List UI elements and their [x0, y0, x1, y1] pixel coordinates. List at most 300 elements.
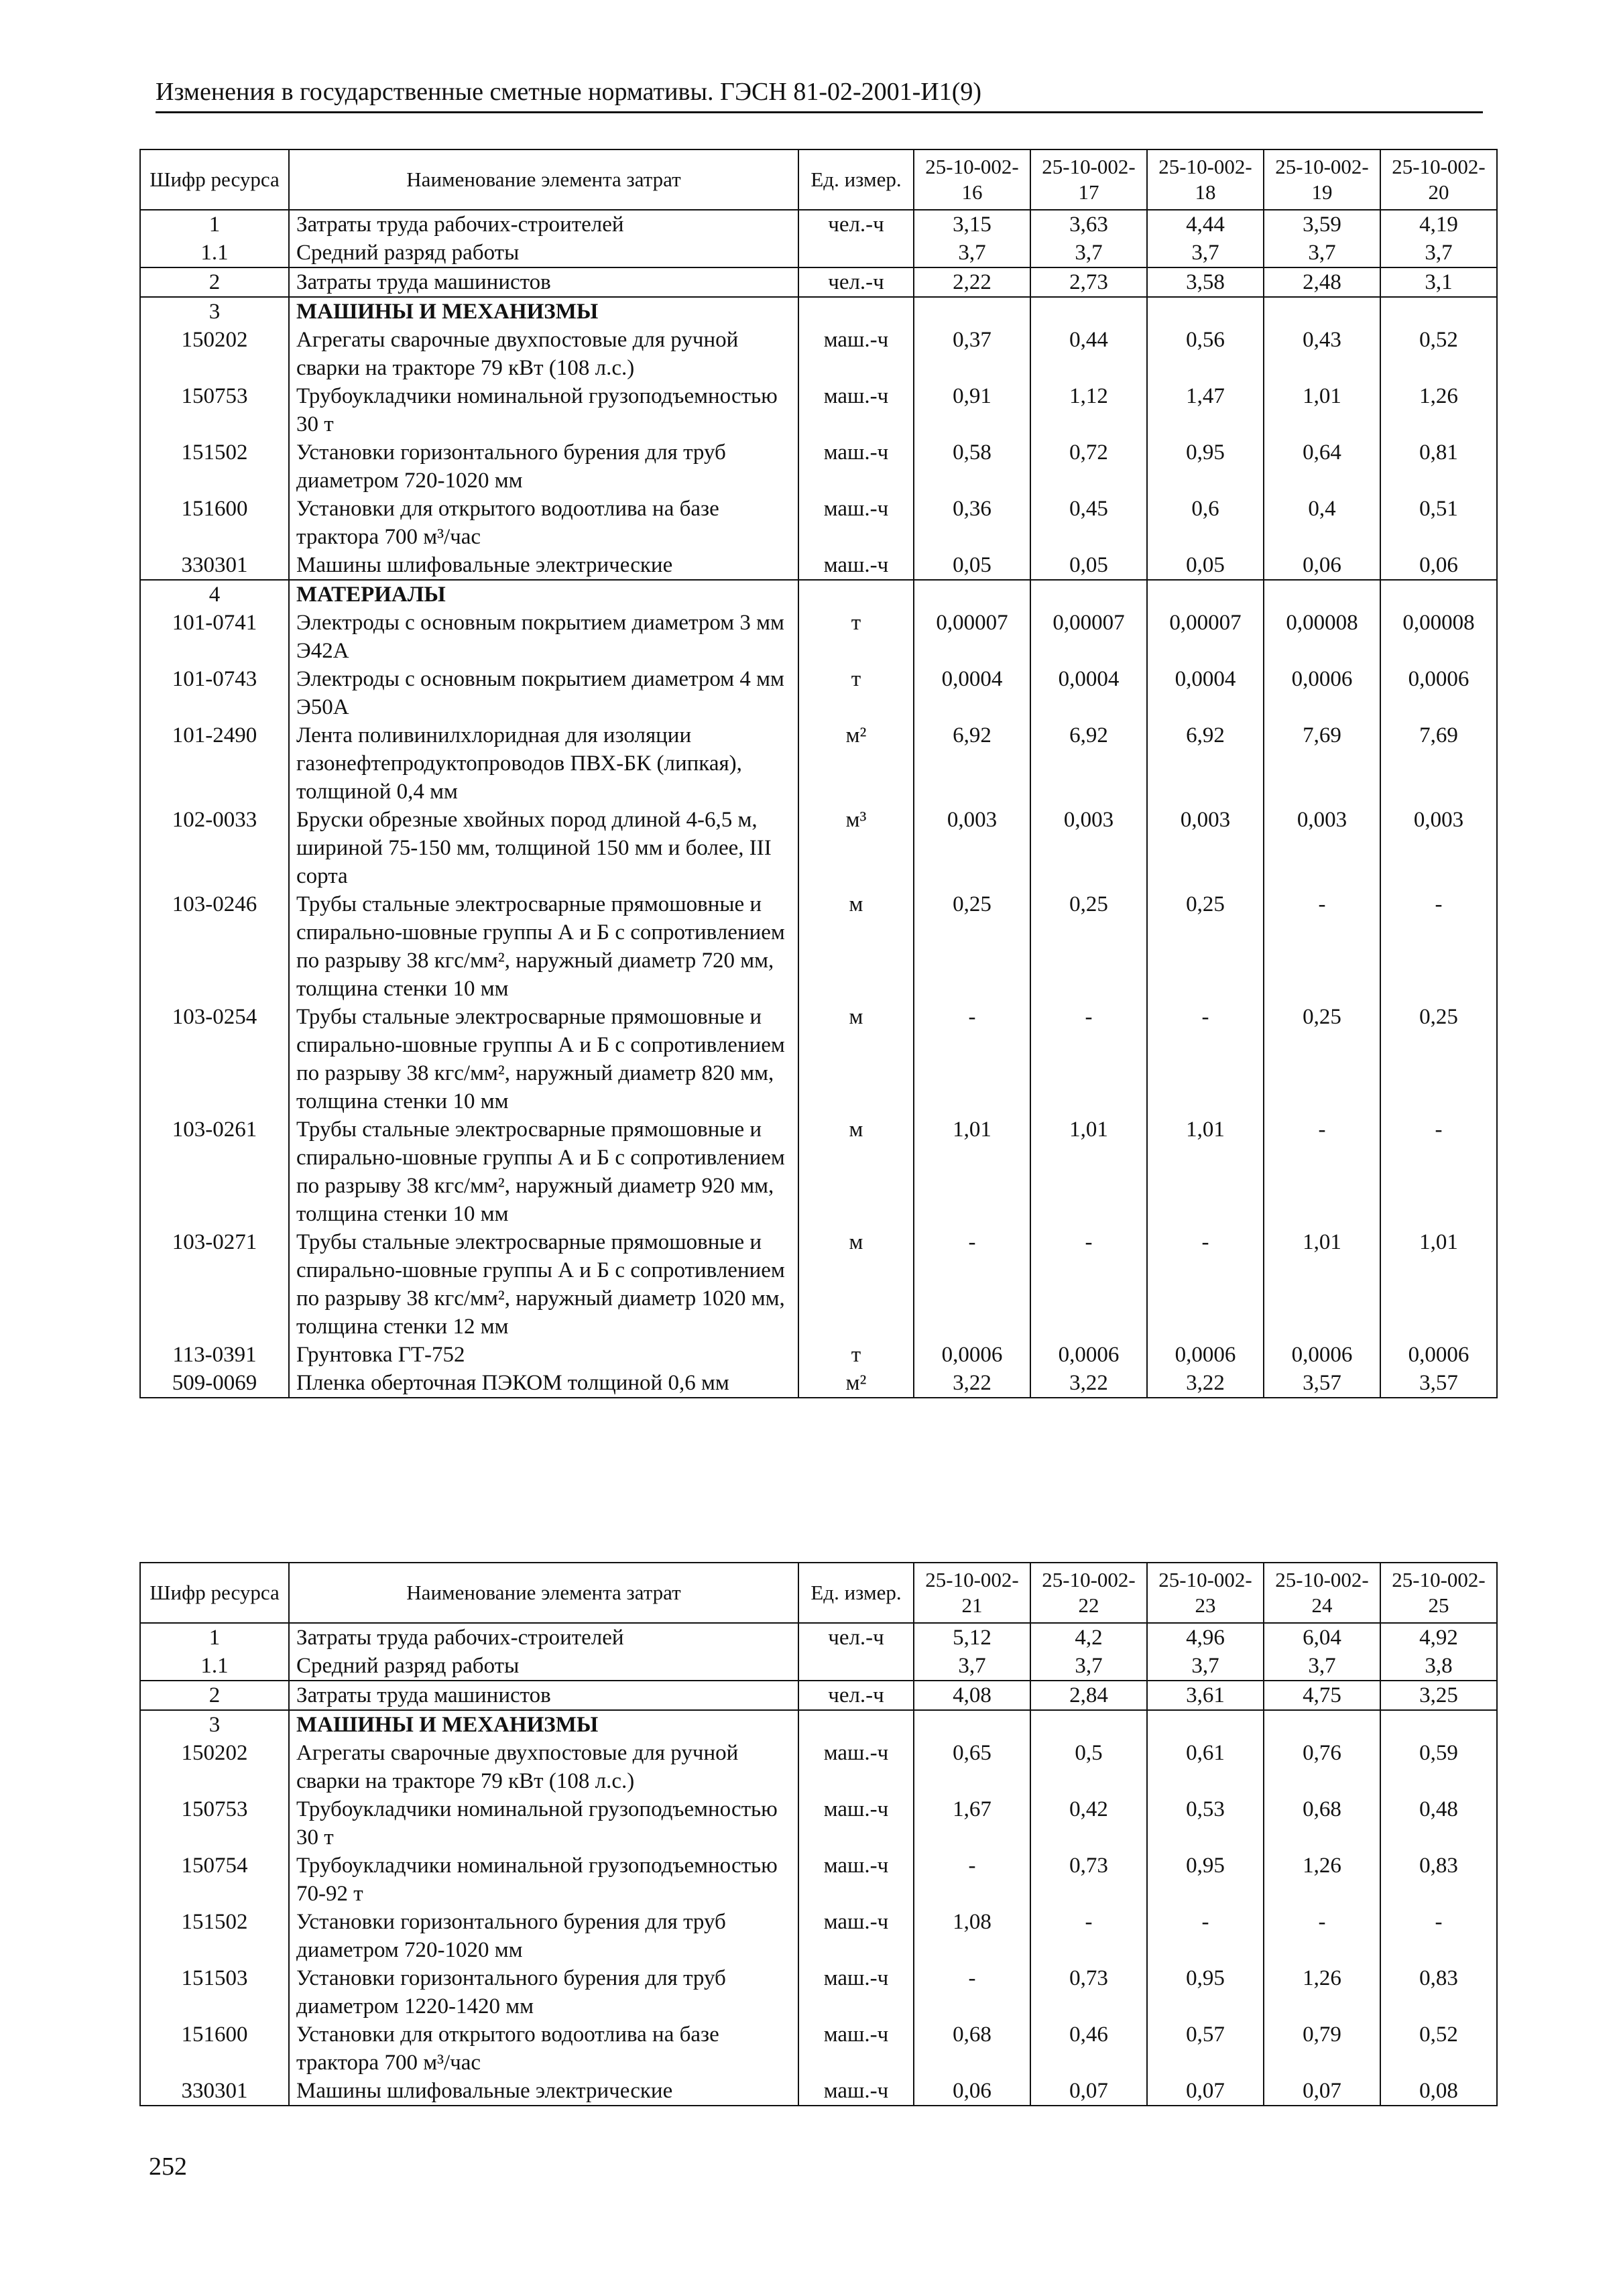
value-cell: 0,73	[1030, 1964, 1147, 2020]
value-cell: 0,73	[1030, 1852, 1147, 1908]
value-cell	[1147, 297, 1264, 326]
value-cell: 0,25	[1030, 890, 1147, 1003]
value-cell: 0,003	[1264, 806, 1380, 890]
value-cell: 0,05	[914, 551, 1030, 580]
value-cell: 0,46	[1030, 2020, 1147, 2077]
value-cell	[1264, 580, 1380, 609]
header-norm-code: 25-10-002-25	[1380, 1563, 1497, 1623]
resource-code: 1.1	[140, 1652, 289, 1681]
value-cell: 0,0006	[1380, 665, 1497, 721]
value-cell	[914, 1710, 1030, 1739]
value-cell: 3,63	[1030, 210, 1147, 239]
value-cell: 0,43	[1264, 326, 1380, 382]
resource-name: Агрегаты сварочные двухпостовые для ручной сварки на тракторе 79 кВт (108 л.с.)	[296, 1741, 739, 1793]
unit-cell: м²	[798, 721, 914, 806]
value-cell	[1030, 1710, 1147, 1739]
resource-code: 101-0743	[140, 665, 289, 721]
value-cell	[1380, 297, 1497, 326]
value-cell: 0,45	[1030, 495, 1147, 551]
value-cell: 3,57	[1380, 1369, 1497, 1398]
value-cell	[1380, 580, 1497, 609]
value-cell: 5,12	[914, 1623, 1030, 1652]
value-cell: 2,48	[1264, 267, 1380, 297]
value-cell: 0,00008	[1380, 609, 1497, 665]
table-row	[140, 580, 1497, 609]
unit-cell: маш.-ч	[798, 1964, 914, 2020]
resource-name: Машины шлифовальные электрические	[289, 2077, 798, 2106]
value-cell: 3,7	[1264, 1652, 1380, 1681]
unit-cell: маш.-ч	[798, 382, 914, 438]
unit-cell: т	[798, 1341, 914, 1369]
value-cell: -	[1380, 1115, 1497, 1228]
value-cell	[1030, 580, 1147, 609]
resource-code: 151503	[140, 1964, 289, 2020]
value-cell: 3,1	[1380, 267, 1497, 297]
unit-cell: м²	[798, 1369, 914, 1398]
value-cell: 1,01	[1264, 1228, 1380, 1341]
resource-name: Трубы стальные электросварные прямошовные и спирально-шовные группы А и Б с сопротивлением по разрыву 38 кгс/мм², наружный диаметр 920 мм, толщина стенки 10 мм	[296, 1117, 785, 1226]
unit-cell: м	[798, 1003, 914, 1115]
resource-code: 103-0246	[140, 890, 289, 1003]
value-cell: 0,52	[1380, 2020, 1497, 2077]
value-cell: -	[914, 1228, 1030, 1341]
unit-cell: маш.-ч	[798, 2077, 914, 2106]
resource-name: Агрегаты сварочные двухпостовые для ручной сварки на тракторе 79 кВт (108 л.с.)	[296, 328, 739, 380]
unit-cell: маш.-ч	[798, 326, 914, 382]
resource-code: 150754	[140, 1852, 289, 1908]
unit-cell: м	[798, 1228, 914, 1341]
value-cell: 0,0006	[1380, 1341, 1497, 1369]
resource-name: Трубы стальные электросварные прямошовные и спирально-шовные группы А и Б с сопротивлением по разрыву 38 кгс/мм², наружный диаметр 820 мм, толщина стенки 10 мм	[296, 1005, 785, 1113]
value-cell: 0,5	[1030, 1739, 1147, 1795]
resource-name: Установки горизонтального бурения для труб диаметром 720-1020 мм	[296, 440, 726, 493]
value-cell: -	[1030, 1908, 1147, 1964]
table-row	[140, 1652, 1497, 1681]
value-cell: 0,0006	[1147, 1341, 1264, 1369]
table-row	[140, 382, 1497, 438]
table-row	[140, 297, 1497, 326]
resource-code: 330301	[140, 2077, 289, 2106]
table-row	[140, 665, 1497, 721]
value-cell	[1147, 1710, 1264, 1739]
table-body	[140, 1623, 1497, 2106]
value-cell: 0,003	[1147, 806, 1264, 890]
value-cell	[1147, 580, 1264, 609]
value-cell	[1380, 1710, 1497, 1739]
value-cell	[1030, 297, 1147, 326]
resource-code: 1.1	[140, 239, 289, 267]
value-cell	[914, 580, 1030, 609]
unit-cell: маш.-ч	[798, 2020, 914, 2077]
resource-code: 1	[140, 1623, 289, 1652]
value-cell: 7,69	[1264, 721, 1380, 806]
resource-code: 102-0033	[140, 806, 289, 890]
unit-cell: чел.-ч	[798, 210, 914, 239]
value-cell: 1,01	[1147, 1115, 1264, 1228]
header-code: Шифр ресурса	[140, 149, 289, 210]
table-row	[140, 1003, 1497, 1115]
header-norm-code: 25-10-002-18	[1147, 149, 1264, 210]
resource-name: Трубоукладчики номинальной грузоподъемностью 30 т	[296, 1797, 778, 1850]
resource-code: 2	[140, 267, 289, 297]
value-cell: 0,72	[1030, 438, 1147, 495]
table-row	[140, 1710, 1497, 1739]
resource-code: 103-0261	[140, 1115, 289, 1228]
resource-code: 3	[140, 1710, 289, 1739]
value-cell: -	[1380, 1908, 1497, 1964]
table-header	[140, 1563, 1497, 1623]
value-cell: 0,003	[1380, 806, 1497, 890]
table-row	[140, 239, 1497, 267]
value-cell: 3,15	[914, 210, 1030, 239]
value-cell: 0,48	[1380, 1795, 1497, 1852]
unit-cell	[798, 239, 914, 267]
resource-table-1	[139, 149, 1498, 1398]
value-cell: 0,0004	[914, 665, 1030, 721]
resource-name: Бруски обрезные хвойных пород длиной 4-6,5 м, шириной 75-150 мм, толщиной 150 мм и более, III сорта	[296, 808, 772, 888]
value-cell: 0,05	[1147, 551, 1264, 580]
value-cell: 3,61	[1147, 1681, 1264, 1710]
value-cell	[914, 297, 1030, 326]
resource-name: Затраты труда рабочих-строителей	[289, 1623, 798, 1652]
unit-cell: т	[798, 665, 914, 721]
table-row	[140, 890, 1497, 1003]
table-row	[140, 1228, 1497, 1341]
value-cell: 3,58	[1147, 267, 1264, 297]
table-row	[140, 326, 1497, 382]
value-cell: 3,8	[1380, 1652, 1497, 1681]
resource-name: Установки горизонтального бурения для труб диаметром 1220-1420 мм	[296, 1966, 726, 2018]
unit-cell: маш.-ч	[798, 438, 914, 495]
resource-code: 1	[140, 210, 289, 239]
value-cell: -	[1147, 1003, 1264, 1115]
table-row	[140, 1795, 1497, 1852]
resource-name: Затраты труда машинистов	[289, 1681, 798, 1710]
value-cell: 3,7	[1147, 239, 1264, 267]
value-cell	[1264, 1710, 1380, 1739]
resource-name: Затраты труда машинистов	[289, 267, 798, 297]
unit-cell	[798, 580, 914, 609]
table-row	[140, 1852, 1497, 1908]
value-cell: 4,19	[1380, 210, 1497, 239]
value-cell: 1,01	[1380, 1228, 1497, 1341]
unit-cell: маш.-ч	[798, 1739, 914, 1795]
value-cell: 0,68	[1264, 1795, 1380, 1852]
value-cell: 0,25	[1147, 890, 1264, 1003]
table-row	[140, 721, 1497, 806]
unit-cell: чел.-ч	[798, 267, 914, 297]
unit-cell	[798, 297, 914, 326]
table-row	[140, 1739, 1497, 1795]
unit-cell: маш.-ч	[798, 1795, 914, 1852]
value-cell: 0,003	[1030, 806, 1147, 890]
unit-cell: чел.-ч	[798, 1623, 914, 1652]
value-cell: 3,7	[1030, 239, 1147, 267]
table-row	[140, 551, 1497, 580]
value-cell: 4,2	[1030, 1623, 1147, 1652]
value-cell: 3,57	[1264, 1369, 1380, 1398]
value-cell: 0,95	[1147, 1852, 1264, 1908]
value-cell: 1,26	[1264, 1852, 1380, 1908]
value-cell: 0,57	[1147, 2020, 1264, 2077]
value-cell: 2,84	[1030, 1681, 1147, 1710]
value-cell: 6,04	[1264, 1623, 1380, 1652]
value-cell: 4,75	[1264, 1681, 1380, 1710]
value-cell: -	[1264, 1908, 1380, 1964]
value-cell: 3,7	[1264, 239, 1380, 267]
value-cell: 0,83	[1380, 1852, 1497, 1908]
resource-code: 150753	[140, 1795, 289, 1852]
value-cell: 0,25	[1380, 1003, 1497, 1115]
resource-code: 151600	[140, 2020, 289, 2077]
resource-name: Средний разряд работы	[289, 1652, 798, 1681]
value-cell: 0,0004	[1147, 665, 1264, 721]
table-row	[140, 1369, 1497, 1398]
value-cell: 0,00007	[1147, 609, 1264, 665]
resource-name: Трубы стальные электросварные прямошовные и спирально-шовные группы А и Б с сопротивлением по разрыву 38 кгс/мм², наружный диаметр 1020 мм, толщина стенки 12 мм	[296, 1230, 785, 1339]
unit-cell: м³	[798, 806, 914, 890]
value-cell: 0,52	[1380, 326, 1497, 382]
value-cell: 4,44	[1147, 210, 1264, 239]
value-cell: 6,92	[914, 721, 1030, 806]
value-cell: 7,69	[1380, 721, 1497, 806]
value-cell: 0,00007	[914, 609, 1030, 665]
value-cell: 0,51	[1380, 495, 1497, 551]
value-cell: 0,06	[1264, 551, 1380, 580]
value-cell: 0,76	[1264, 1739, 1380, 1795]
value-cell: 0,65	[914, 1739, 1030, 1795]
value-cell: 4,92	[1380, 1623, 1497, 1652]
section-title: МАТЕРИАЛЫ	[296, 583, 446, 607]
resource-name: Установки для открытого водоотлива на базе трактора 700 м³/час	[296, 2022, 719, 2075]
header-norm-code: 25-10-002-21	[914, 1563, 1030, 1623]
value-cell: 0,05	[1030, 551, 1147, 580]
table-body	[140, 210, 1497, 1398]
header-norm-code: 25-10-002-17	[1030, 149, 1147, 210]
resource-code: 2	[140, 1681, 289, 1710]
header-norm-code: 25-10-002-16	[914, 149, 1030, 210]
unit-cell: чел.-ч	[798, 1681, 914, 1710]
unit-cell: маш.-ч	[798, 495, 914, 551]
header-norm-code: 25-10-002-24	[1264, 1563, 1380, 1623]
value-cell: 3,7	[914, 1652, 1030, 1681]
unit-cell: маш.-ч	[798, 551, 914, 580]
page-header	[156, 75, 1483, 113]
resource-code: 150202	[140, 326, 289, 382]
resource-name: Трубоукладчики номинальной грузоподъемностью 30 т	[296, 384, 778, 436]
value-cell: 3,7	[914, 239, 1030, 267]
value-cell: 0,07	[1147, 2077, 1264, 2106]
value-cell: 0,0006	[1264, 665, 1380, 721]
value-cell: 3,22	[1030, 1369, 1147, 1398]
table-row	[140, 438, 1497, 495]
value-cell: 3,7	[1030, 1652, 1147, 1681]
value-cell: 0,83	[1380, 1964, 1497, 2020]
value-cell	[1264, 297, 1380, 326]
unit-cell: м	[798, 890, 914, 1003]
table-row	[140, 1964, 1497, 2020]
table-row	[140, 806, 1497, 890]
unit-cell: м	[798, 1115, 914, 1228]
value-cell: 0,56	[1147, 326, 1264, 382]
value-cell: 0,91	[914, 382, 1030, 438]
value-cell: 0,00008	[1264, 609, 1380, 665]
value-cell: 1,26	[1380, 382, 1497, 438]
table-row	[140, 609, 1497, 665]
value-cell: -	[1264, 890, 1380, 1003]
resource-name: Электроды с основным покрытием диаметром 3 мм Э42А	[296, 611, 784, 663]
value-cell: 2,73	[1030, 267, 1147, 297]
resource-name: Машины шлифовальные электрические	[289, 551, 798, 580]
value-cell: -	[914, 1003, 1030, 1115]
resource-code: 103-0271	[140, 1228, 289, 1341]
table-row	[140, 210, 1497, 239]
header-norm-code: 25-10-002-22	[1030, 1563, 1147, 1623]
value-cell: 1,08	[914, 1908, 1030, 1964]
value-cell: -	[1030, 1228, 1147, 1341]
resource-name: Пленка оберточная ПЭКОМ толщиной 0,6 мм	[289, 1369, 798, 1398]
page-header-title: Изменения в государственные сметные нормативы. ГЭСН 81-02-2001-И1(9)	[156, 78, 982, 106]
value-cell: 0,64	[1264, 438, 1380, 495]
value-cell: 0,4	[1264, 495, 1380, 551]
value-cell: 0,68	[914, 2020, 1030, 2077]
value-cell: -	[1380, 890, 1497, 1003]
value-cell: 0,37	[914, 326, 1030, 382]
value-cell: 0,95	[1147, 438, 1264, 495]
table-row	[140, 1341, 1497, 1369]
value-cell: 0,6	[1147, 495, 1264, 551]
value-cell: 0,59	[1380, 1739, 1497, 1795]
value-cell: 0,0006	[914, 1341, 1030, 1369]
value-cell: 0,003	[914, 806, 1030, 890]
resource-code: 4	[140, 580, 289, 609]
unit-cell	[798, 1652, 914, 1681]
value-cell: 0,06	[1380, 551, 1497, 580]
value-cell: 1,47	[1147, 382, 1264, 438]
table-row	[140, 1115, 1497, 1228]
value-cell: 1,26	[1264, 1964, 1380, 2020]
resource-code: 151600	[140, 495, 289, 551]
value-cell: -	[1030, 1003, 1147, 1115]
value-cell: 0,58	[914, 438, 1030, 495]
value-cell: 0,42	[1030, 1795, 1147, 1852]
value-cell: -	[1147, 1908, 1264, 1964]
value-cell: 0,0004	[1030, 665, 1147, 721]
resource-code: 103-0254	[140, 1003, 289, 1115]
table-row	[140, 2020, 1497, 2077]
unit-cell: маш.-ч	[798, 1908, 914, 1964]
value-cell: 1,01	[914, 1115, 1030, 1228]
value-cell: -	[1264, 1115, 1380, 1228]
table-header	[140, 149, 1497, 210]
resource-code: 3	[140, 297, 289, 326]
table-row	[140, 2077, 1497, 2106]
resource-name: Грунтовка ГТ-752	[296, 1343, 465, 1367]
value-cell: 1,01	[1030, 1115, 1147, 1228]
value-cell: 3,59	[1264, 210, 1380, 239]
resource-name: Трубы стальные электросварные прямошовные и спирально-шовные группы А и Б с сопротивлением по разрыву 38 кгс/мм², наружный диаметр 720 мм, толщина стенки 10 мм	[296, 892, 785, 1001]
unit-cell: маш.-ч	[798, 1852, 914, 1908]
resource-name: Электроды с основным покрытием диаметром 4 мм Э50А	[296, 667, 784, 719]
section-title: МАШИНЫ И МЕХАНИЗМЫ	[289, 1710, 798, 1739]
value-cell: -	[1147, 1228, 1264, 1341]
resource-name: Средний разряд работы	[289, 239, 798, 267]
table-row	[140, 495, 1497, 551]
value-cell: 0,06	[914, 2077, 1030, 2106]
value-cell: 3,22	[914, 1369, 1030, 1398]
value-cell: 0,25	[914, 890, 1030, 1003]
resource-code: 330301	[140, 551, 289, 580]
value-cell: 3,7	[1147, 1652, 1264, 1681]
resource-name: Установки для открытого водоотлива на базе трактора 700 м³/час	[296, 497, 719, 549]
value-cell: 2,22	[914, 267, 1030, 297]
value-cell: 0,36	[914, 495, 1030, 551]
resource-name: Лента поливинилхлоридная для изоляции газонефтепродуктопроводов ПВХ-БК (липкая), толщиной 0,4 мм	[296, 723, 742, 804]
value-cell: 0,61	[1147, 1739, 1264, 1795]
resource-name: Трубоукладчики номинальной грузоподъемностью 70-92 т	[296, 1854, 778, 1906]
value-cell: 0,95	[1147, 1964, 1264, 2020]
value-cell: -	[914, 1964, 1030, 2020]
value-cell: 1,12	[1030, 382, 1147, 438]
value-cell: 1,01	[1264, 382, 1380, 438]
value-cell: 0,25	[1264, 1003, 1380, 1115]
table-row	[140, 267, 1497, 297]
resource-code: 150753	[140, 382, 289, 438]
resource-code: 509-0069	[140, 1369, 289, 1398]
header-unit: Ед. измер.	[798, 1563, 914, 1623]
table-row	[140, 1623, 1497, 1652]
table-header-row	[140, 1563, 1497, 1623]
unit-cell	[798, 1710, 914, 1739]
header-unit: Ед. измер.	[798, 149, 914, 210]
header-norm-code: 25-10-002-23	[1147, 1563, 1264, 1623]
value-cell: 0,53	[1147, 1795, 1264, 1852]
value-cell: 0,0006	[1030, 1341, 1147, 1369]
table-row	[140, 1681, 1497, 1710]
value-cell: 0,81	[1380, 438, 1497, 495]
header-code: Шифр ресурса	[140, 1563, 289, 1623]
resource-code: 150202	[140, 1739, 289, 1795]
value-cell: 0,79	[1264, 2020, 1380, 2077]
header-norm-code: 25-10-002-19	[1264, 149, 1380, 210]
table-header-row	[140, 149, 1497, 210]
value-cell: 0,0006	[1264, 1341, 1380, 1369]
resource-name: Затраты труда рабочих-строителей	[289, 210, 798, 239]
table-row	[140, 1908, 1497, 1964]
value-cell: 6,92	[1030, 721, 1147, 806]
value-cell: -	[914, 1852, 1030, 1908]
unit-cell: т	[798, 609, 914, 665]
value-cell: 0,07	[1264, 2077, 1380, 2106]
resource-code: 151502	[140, 438, 289, 495]
value-cell: 0,08	[1380, 2077, 1497, 2106]
value-cell: 1,67	[914, 1795, 1030, 1852]
value-cell: 4,96	[1147, 1623, 1264, 1652]
value-cell: 3,22	[1147, 1369, 1264, 1398]
page-number: 252	[149, 2153, 187, 2181]
value-cell: 3,7	[1380, 239, 1497, 267]
value-cell: 4,08	[914, 1681, 1030, 1710]
value-cell: 0,44	[1030, 326, 1147, 382]
value-cell: 6,92	[1147, 721, 1264, 806]
resource-table-2	[139, 1562, 1498, 2106]
resource-name: Установки горизонтального бурения для труб диаметром 720-1020 мм	[296, 1910, 726, 1962]
resource-code: 101-0741	[140, 609, 289, 665]
header-norm-code: 25-10-002-20	[1380, 149, 1497, 210]
value-cell: 3,25	[1380, 1681, 1497, 1710]
value-cell: 0,00007	[1030, 609, 1147, 665]
header-name: Наименование элемента затрат	[289, 149, 798, 210]
